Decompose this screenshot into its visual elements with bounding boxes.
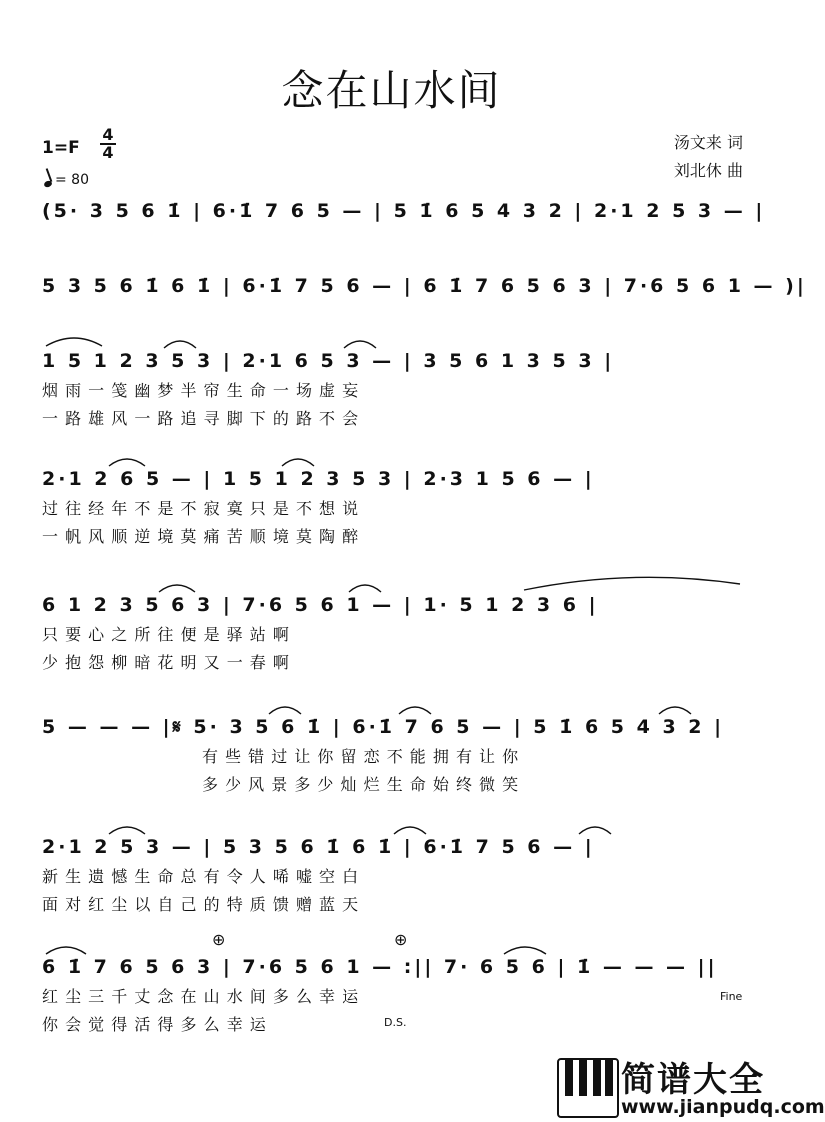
- slur: [502, 942, 548, 956]
- notes-row-6: 5 — — — |𝄋 5· 3 5 6 1̇ | 6·1̇ 7 6 5 — | 5 1̇ 6 5 4 3 2 |: [42, 716, 725, 738]
- notes-row-3: 1 5 1 2 3 5 3 | 2·1 6 5 3 — | 3 5 6 1 3 5 3 |: [42, 350, 615, 372]
- staff-row-1: [42, 200, 766, 234]
- quarter-note-icon: [43, 180, 53, 188]
- notes-row-7: 2·1 2 5 3 — | 5 3 5 6 1̇ 6 1̇ | 6·1̇ 7 5 6 — |: [42, 836, 595, 858]
- key-signature: 1=F: [42, 138, 80, 158]
- site-logo: [557, 1052, 825, 1118]
- lyric-verse-1-row-3: 烟 雨 一 笺 幽 梦 半 帘 生 命 一 场 虚 妄: [42, 381, 360, 400]
- lyric-verse-2-row-7: 面 对 红 尘 以 自 己 的 特 质 馈 赠 蓝 天: [42, 895, 360, 914]
- notes-row-1: (5· 3 5 6 1̇ | 6·1̇ 7 6 5 — | 5 1̇ 6 5 4 3 2 | 2·1 2 5 3 — |: [42, 200, 766, 222]
- slur: [397, 702, 433, 716]
- lyricist-credit: 汤文来 词: [673, 133, 743, 152]
- slur: [107, 454, 147, 468]
- slur: [267, 702, 303, 716]
- time-signature-top: 4: [102, 125, 114, 144]
- lyric-verse-2-row-5: 少 抱 怨 柳 暗 花 明 又 一 春 啊: [42, 653, 290, 672]
- staff-row-8: [42, 930, 743, 1034]
- notes-row-4: 2·1 2 6 5 — | 1 5 1 2 3 5 3 | 2·3 1 5 6 — |: [42, 468, 595, 490]
- slur: [44, 332, 104, 348]
- lyric-verse-1-row-7: 新 生 遗 憾 生 命 总 有 令 人 唏 嘘 空 白: [42, 867, 360, 886]
- slur: [44, 942, 88, 956]
- staff-row-5: [42, 594, 742, 672]
- slur: [157, 580, 197, 594]
- staff-row-3: [42, 350, 742, 428]
- lyric-verse-2-row-4: 一 帆 风 顺 逆 境 莫 痛 苦 顺 境 莫 陶 醉: [42, 527, 360, 546]
- slur: [657, 702, 693, 716]
- slur: [392, 822, 428, 836]
- lyric-verse-1-row-5: 只 要 心 之 所 往 便 是 驿 站 啊: [42, 625, 290, 644]
- tempo-text: = 80: [55, 172, 89, 188]
- coda-icon: ⊕: [394, 930, 408, 949]
- lyric-verse-2-row-8: 你 会 觉 得 活 得 多 么 幸 运: [42, 1015, 267, 1034]
- notes-row-2: 5 3 5 6 1̇ 6 1̇ | 6·1̇ 7 5 6 — | 6 1̇ 7 6 5 6 3 | 7·6 5 6 1 — )|: [42, 275, 807, 297]
- notes-row-5: 6 1 2 3 5 6 3 | 7·6 5 6 1 — | 1· 5 1 2 3 6 |: [42, 594, 599, 616]
- lyric-verse-2-row-6: 多 少 风 景 多 少 灿 烂 生 命 始 终 微 笑: [202, 775, 520, 794]
- lyric-verse-1-row-6: 有 些 错 过 让 你 留 恋 不 能 拥 有 让 你: [202, 747, 520, 766]
- song-title: 念在山水间: [281, 66, 502, 115]
- slur: [162, 336, 198, 350]
- staff-row-2: [42, 275, 807, 309]
- notes-row-8: 6 1̇ 7 6 5 6 3 | 7·6 5 6 1 — :|| 7· 6 5 6 | 1̇ — — — ||: [42, 956, 718, 978]
- staff-row-6: [42, 716, 742, 794]
- slur: [280, 454, 316, 468]
- coda-icon: ⊕: [212, 930, 226, 949]
- slur: [577, 822, 613, 836]
- tie: [522, 574, 742, 592]
- fine-marking: Fine: [720, 990, 743, 1003]
- staff-row-7: [42, 836, 742, 914]
- slur: [342, 336, 378, 350]
- lyric-verse-1-row-8: 红 尘 三 千 丈 念 在 山 水 间 多 么 幸 运: [42, 987, 360, 1006]
- time-signature-bottom: 4: [100, 143, 116, 161]
- logo-url: www.jianpudq.com: [621, 1096, 825, 1118]
- piano-keys-icon: [557, 1058, 619, 1118]
- staff-row-4: [42, 468, 742, 546]
- logo-text: 简谱大全: [621, 1060, 765, 1100]
- slur: [107, 822, 147, 836]
- slur: [347, 580, 383, 594]
- tempo-marking: [44, 172, 89, 188]
- composer-credit: 刘北休 曲: [673, 161, 743, 180]
- time-signature: [100, 127, 116, 161]
- lyric-verse-2-row-3: 一 路 雄 风 一 路 追 寻 脚 下 的 路 不 会: [42, 409, 360, 428]
- ds-marking: D.S.: [384, 1016, 407, 1029]
- lyric-verse-1-row-4: 过 往 经 年 不 是 不 寂 寞 只 是 不 想 说: [42, 499, 360, 518]
